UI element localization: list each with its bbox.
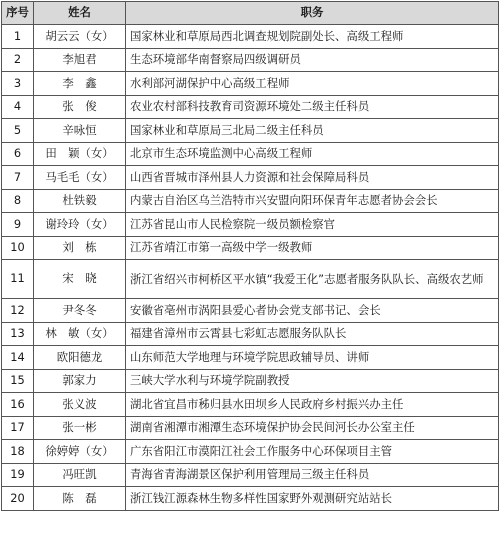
row-duty: 山东师范大学地理与环境学院思政辅导员、讲师: [126, 346, 499, 370]
row-seq: 13: [2, 322, 34, 346]
row-name: 李旭君: [34, 48, 126, 72]
row-seq: 15: [2, 369, 34, 393]
row-seq: 11: [2, 260, 34, 299]
table-row: [2, 487, 499, 511]
table-row: [2, 393, 499, 417]
header-name: 姓名: [34, 2, 126, 25]
row-name: 郭家力: [34, 369, 126, 393]
row-name: 谢玲玲（女）: [34, 213, 126, 237]
row-duty: 浙江省绍兴市柯桥区平水镇“我爱王化”志愿者服务队队长、高级农艺师: [126, 260, 499, 299]
row-name: 张 俊: [34, 95, 126, 119]
row-duty: 山西省晋城市泽州县人力资源和社会保障局科员: [126, 166, 499, 190]
row-name: 陈 磊: [34, 487, 126, 511]
table-row: [2, 213, 499, 237]
table-row: [2, 463, 499, 487]
row-duty: 生态环境部华南督察局四级调研员: [126, 48, 499, 72]
row-seq: 6: [2, 142, 34, 166]
row-name: 冯旺凯: [34, 463, 126, 487]
table-row: [2, 369, 499, 393]
row-name: 宋 晓: [34, 260, 126, 299]
row-duty: 内蒙古自治区乌兰浩特市兴安盟向阳环保青年志愿者协会会长: [126, 189, 499, 213]
row-seq: 9: [2, 213, 34, 237]
table-row: [2, 119, 499, 143]
table-row: [2, 346, 499, 370]
row-name: 徐婷婷（女）: [34, 440, 126, 464]
row-duty: 农业农村部科技教育司资源环境处二级主任科员: [126, 95, 499, 119]
row-seq: 19: [2, 463, 34, 487]
row-duty: 江苏省昆山市人民检察院一级员额检察官: [126, 213, 499, 237]
award-list-table: [1, 1, 499, 511]
row-name: 李 鑫: [34, 72, 126, 96]
row-seq: 8: [2, 189, 34, 213]
row-seq: 17: [2, 416, 34, 440]
table-row: [2, 260, 499, 299]
row-name: 杜铁毅: [34, 189, 126, 213]
row-name: 刘 栋: [34, 236, 126, 260]
row-duty: 湖北省宜昌市秭归县水田坝乡人民政府乡村振兴办主任: [126, 393, 499, 417]
table-row: [2, 142, 499, 166]
table-row: [2, 299, 499, 323]
row-seq: 14: [2, 346, 34, 370]
header-seq: 序号: [2, 2, 34, 25]
row-duty: 安徽省亳州市涡阳县爱心者协会党支部书记、会长: [126, 299, 499, 323]
table-row: [2, 72, 499, 96]
table-row: [2, 48, 499, 72]
row-name: 辛咏恒: [34, 119, 126, 143]
row-duty: 三峡大学水利与环境学院副教授: [126, 369, 499, 393]
row-seq: 16: [2, 393, 34, 417]
table-row: [2, 440, 499, 464]
row-duty: 北京市生态环境监测中心高级工程师: [126, 142, 499, 166]
row-name: 欧阳德龙: [34, 346, 126, 370]
row-seq: 12: [2, 299, 34, 323]
row-seq: 2: [2, 48, 34, 72]
row-seq: 10: [2, 236, 34, 260]
row-name: 林 敏（女）: [34, 322, 126, 346]
row-name: 尹冬冬: [34, 299, 126, 323]
row-name: 张义波: [34, 393, 126, 417]
row-seq: 20: [2, 487, 34, 511]
row-duty: 浙江钱江源森林生物多样性国家野外观测研究站站长: [126, 487, 499, 511]
row-seq: 4: [2, 95, 34, 119]
table-header-row: [2, 2, 499, 25]
row-seq: 3: [2, 72, 34, 96]
row-seq: 5: [2, 119, 34, 143]
row-name: 田 颖（女）: [34, 142, 126, 166]
table-row: [2, 236, 499, 260]
row-name: 张一彬: [34, 416, 126, 440]
table-row: [2, 189, 499, 213]
header-duty: 职务: [126, 2, 499, 25]
table-row: [2, 95, 499, 119]
row-name: 马毛毛（女）: [34, 166, 126, 190]
row-seq: 1: [2, 25, 34, 49]
row-duty: 江苏省靖江市第一高级中学一级教师: [126, 236, 499, 260]
row-duty: 水利部河湖保护中心高级工程师: [126, 72, 499, 96]
row-seq: 7: [2, 166, 34, 190]
row-name: 胡云云（女）: [34, 25, 126, 49]
row-duty: 福建省漳州市云霄县七彩虹志愿服务队队长: [126, 322, 499, 346]
table-row: [2, 416, 499, 440]
row-duty: 国家林业和草原局西北调查规划院副处长、高级工程师: [126, 25, 499, 49]
row-duty: 国家林业和草原局三北局二级主任科员: [126, 119, 499, 143]
table-row: [2, 25, 499, 49]
table-row: [2, 166, 499, 190]
table-row: [2, 322, 499, 346]
row-duty: 广东省阳江市漠阳江社会工作服务中心环保项目主管: [126, 440, 499, 464]
row-duty: 青海省青海湖景区保护利用管理局三级主任科员: [126, 463, 499, 487]
row-duty: 湖南省湘潭市湘潭生态环境保护协会民间河长办公室主任: [126, 416, 499, 440]
row-seq: 18: [2, 440, 34, 464]
